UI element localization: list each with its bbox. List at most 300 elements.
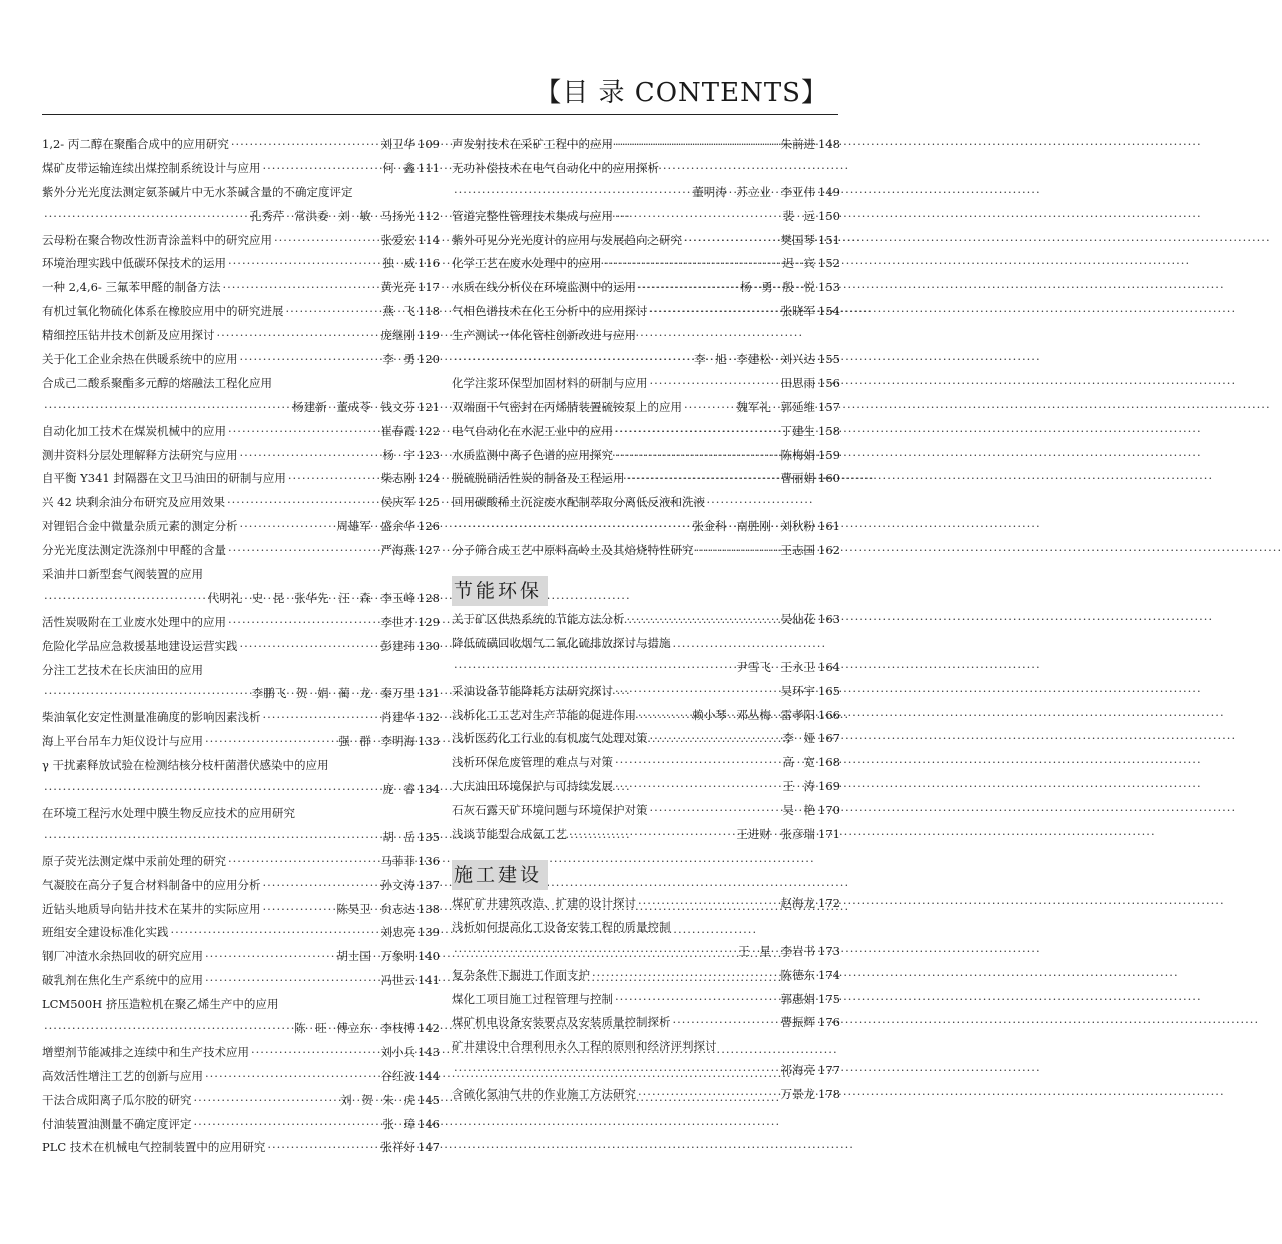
entry-authors: 吴环宇 <box>780 683 816 698</box>
entry-title: 在环境工程污水处理中膜生物反应技术的应用研究 <box>42 805 295 820</box>
entry-authors: 李 娅 <box>782 731 816 746</box>
leader-dots <box>251 1041 379 1065</box>
toc-right-column <box>452 133 840 1107</box>
leader-dots <box>454 181 690 205</box>
toc-entry[interactable] <box>452 1011 840 1035</box>
entry-line <box>42 348 440 372</box>
entry-authors: 孙文涛 <box>380 877 416 892</box>
entry-page: 135 <box>418 829 440 844</box>
entry-title: 合成己二酸系聚酯多元醇的熔融法工程化应用 <box>42 375 272 390</box>
entry-authors: 张 璋 <box>382 1116 416 1131</box>
entry-title: 采油井口新型套气阀装置的应用 <box>42 567 203 582</box>
toc-entry[interactable] <box>452 892 840 916</box>
leader-dots <box>454 515 690 539</box>
entry-page: 131 <box>418 686 440 701</box>
entry-authors: 曹丽娟 <box>780 471 816 486</box>
entry-line <box>42 945 440 969</box>
entry-title: 活性炭吸附在工业废水处理中的应用 <box>42 614 226 629</box>
toc-entry[interactable] <box>452 420 840 444</box>
entry-authors: 彭建玮 <box>380 638 416 653</box>
entry-line <box>42 229 440 253</box>
toc-list <box>452 608 840 847</box>
toc-entry[interactable] <box>452 964 840 988</box>
toc-entry[interactable] <box>452 396 840 420</box>
leader-dots <box>228 850 379 874</box>
entry-title: 大庆油田环境保护与可持续发展 <box>452 779 613 794</box>
entry-page: 177 <box>818 1063 840 1078</box>
entry-page: 175 <box>818 991 840 1006</box>
toc-entry[interactable] <box>452 157 840 205</box>
toc-entry[interactable] <box>452 205 840 229</box>
entry-title: 浅析医药化工行业的有机废气处理对策 <box>452 731 648 746</box>
leader-dots <box>267 1136 378 1160</box>
entry-page: 109 <box>418 137 440 151</box>
toc-entry[interactable] <box>452 1083 840 1107</box>
header-divider <box>42 114 838 115</box>
leader-dots <box>569 823 734 847</box>
entry-authors: 冯世云 <box>380 973 416 988</box>
entry-authors: 赵海龙 <box>780 895 816 910</box>
entry-line <box>42 133 440 157</box>
toc-entry[interactable] <box>452 704 840 728</box>
leader-dots <box>44 1017 292 1041</box>
entry-line <box>42 276 440 300</box>
entry-title: 破乳剂在焦化生产系统中的应用 <box>42 973 203 988</box>
toc-entry[interactable] <box>42 157 440 181</box>
toc-entry[interactable] <box>452 823 840 847</box>
entry-title: 钢厂冲渣水余热回收的研究应用 <box>42 949 203 964</box>
toc-entry[interactable] <box>42 372 440 420</box>
entry-title: 自平衡 Y341 封隔器在文卫马油田的研制与应用 <box>42 471 286 486</box>
entry-title: 复杂条件下掘进工作面支护 <box>452 967 590 982</box>
entry-authors: 庞 睿 <box>382 782 416 797</box>
toc-entry[interactable] <box>42 229 440 253</box>
entry-title: 付油装置油测量不确定度评定 <box>42 1116 192 1131</box>
entry-line <box>452 680 840 704</box>
entry-line <box>42 1017 440 1041</box>
toc-entry[interactable] <box>42 539 440 563</box>
entry-line <box>452 276 840 300</box>
entry-page: 143 <box>418 1044 440 1059</box>
entry-line <box>452 799 840 823</box>
entry-authors: 张祥好 <box>380 1140 416 1155</box>
entry-title: 气相色谱技术在化工分析中的应用探讨 <box>452 304 648 319</box>
entry-authors: 董明涛 苏立业 李亚伟 <box>692 184 816 199</box>
entry-authors: 万景龙 <box>780 1087 816 1102</box>
toc-entry[interactable] <box>42 706 440 730</box>
entry-page: 147 <box>418 1140 440 1155</box>
toc-entry[interactable] <box>42 1065 440 1089</box>
entry-page: 163 <box>818 612 840 627</box>
leader-dots <box>650 799 781 823</box>
entry-authors: 侯庆军 <box>380 495 416 510</box>
toc-entry[interactable] <box>42 850 440 874</box>
entry-title: 对锂铝合金中微量杂质元素的测定分析 <box>42 519 238 534</box>
entry-line <box>452 964 840 988</box>
toc-entry[interactable] <box>452 727 840 751</box>
entry-authors: 刘 贺 朱 虎 <box>340 1092 416 1107</box>
entry-authors: 王志国 <box>780 543 816 558</box>
entry-authors: 刘忠亮 <box>380 925 416 940</box>
entry-authors: 杨 宇 <box>382 447 416 462</box>
entry-page: 172 <box>818 895 840 910</box>
entry-line <box>42 252 440 276</box>
entry-authors: 周雄军 盛余华 <box>336 519 416 534</box>
toc-list <box>452 892 840 1107</box>
entry-authors: 李 旭 李建松 刘兴达 <box>694 352 816 367</box>
entry-line <box>452 823 840 847</box>
entry-page: 150 <box>818 208 840 223</box>
leader-dots <box>638 892 779 916</box>
entry-page: 120 <box>418 352 440 367</box>
entry-authors: 刘小兵 <box>380 1044 416 1059</box>
leader-dots <box>454 940 736 964</box>
leader-dots <box>288 467 379 491</box>
entry-title: γ 干扰素释放试验在检测结核分枝杆菌潜伏感染中的应用 <box>42 758 329 773</box>
entry-title: 气凝胶在高分子复合材料制备中的应用分析 <box>42 877 261 892</box>
leader-dots <box>194 1089 339 1113</box>
entry-line <box>452 608 840 632</box>
entry-authors: 孔秀芹 常洪委 刘 敏 马扬光 <box>249 208 416 223</box>
toc-entry[interactable] <box>42 420 440 444</box>
toc-entry[interactable] <box>42 444 440 468</box>
entry-authors: 吴 艳 <box>782 803 816 818</box>
entry-line <box>42 396 440 420</box>
entry-line <box>42 682 440 706</box>
toc-entry[interactable] <box>452 467 840 491</box>
entry-title: 高效活性增注工艺的创新与应用 <box>42 1068 203 1083</box>
entry-authors: 李世才 <box>380 614 416 629</box>
toc-entry[interactable] <box>452 276 840 300</box>
entry-line <box>42 1136 440 1160</box>
toc-entry[interactable] <box>42 300 440 324</box>
entry-line <box>452 396 840 420</box>
entry-line <box>452 727 840 751</box>
entry-authors: 马菲菲 <box>380 853 416 868</box>
leader-dots <box>228 539 379 563</box>
entry-page: 121 <box>418 399 440 414</box>
leader-dots <box>240 348 381 372</box>
entry-title: 浅析化工工艺对生产节能的促进作用 <box>452 707 636 722</box>
entry-line <box>42 611 440 635</box>
toc-entry[interactable] <box>42 1041 440 1065</box>
toc-entry[interactable] <box>42 945 440 969</box>
entry-title: 浅谈节能型合成氨工艺 <box>452 827 567 842</box>
entry-title: 煤矿矿井建筑改造、扩建的设计探讨 <box>452 895 636 910</box>
leader-dots <box>454 656 734 680</box>
toc-entry[interactable] <box>42 802 440 850</box>
entry-authors: 祁海亮 <box>780 1063 816 1078</box>
entry-authors: 张晓军 <box>780 304 816 319</box>
entry-title: 石灰石露天矿环境问题与环境保护对策 <box>452 803 648 818</box>
entry-page: 127 <box>418 543 440 558</box>
leader-dots <box>286 300 381 324</box>
toc-entry[interactable] <box>452 988 840 1012</box>
entry-title: 水质在线分析仪在环境监测中的运用 <box>452 280 636 295</box>
entry-line <box>452 1083 840 1107</box>
entry-page: 171 <box>818 827 840 842</box>
entry-page: 152 <box>818 256 840 271</box>
entry-page: 133 <box>418 734 440 749</box>
leader-dots <box>240 515 335 539</box>
entry-page: 169 <box>818 779 840 794</box>
entry-page: 140 <box>418 949 440 964</box>
entry-line <box>42 444 440 468</box>
entry-title: 海上平台吊车力矩仪设计与应用 <box>42 734 203 749</box>
entry-line <box>452 539 840 563</box>
toc-entry[interactable] <box>452 324 840 372</box>
toc-entry[interactable] <box>452 229 840 253</box>
toc-entry[interactable] <box>42 659 440 707</box>
entry-line <box>42 778 440 802</box>
entry-page: 130 <box>418 638 440 653</box>
entry-page: 154 <box>818 304 840 319</box>
entry-line <box>42 539 440 563</box>
leader-dots <box>44 826 380 850</box>
entry-page: 149 <box>818 184 840 199</box>
entry-line <box>452 704 840 728</box>
entry-line <box>42 1065 440 1089</box>
entry-title: 增塑剂节能减排之连续中和生产技术应用 <box>42 1044 249 1059</box>
entry-page: 168 <box>818 755 840 770</box>
entry-title: PLC 技术在机械电气控制装置中的应用研究 <box>42 1140 266 1155</box>
entry-title: 脱硫脱硝活性炭的制备及工程运用 <box>452 471 625 486</box>
leader-dots <box>638 1083 779 1107</box>
entry-page: 146 <box>418 1116 440 1131</box>
leader-dots <box>217 324 379 348</box>
toc-entry[interactable] <box>42 491 440 515</box>
entry-title: 管道完整性管理技术集成与应用 <box>452 208 613 223</box>
entry-page: 173 <box>818 943 840 958</box>
leader-dots <box>615 205 780 229</box>
toc-entry[interactable] <box>42 515 440 539</box>
leader-dots <box>205 945 334 969</box>
entry-page: 174 <box>818 967 840 982</box>
leader-dots <box>228 420 379 444</box>
toc-entry[interactable] <box>452 491 840 539</box>
entry-page: 148 <box>818 137 840 151</box>
leader-dots <box>696 539 779 563</box>
toc-entry[interactable] <box>452 133 840 157</box>
toc-list <box>452 133 840 563</box>
entry-title: 1,2- 丙二醇在聚酯合成中的应用研究 <box>42 137 229 151</box>
toc-entry[interactable] <box>42 563 440 611</box>
toc-entry[interactable] <box>42 181 440 229</box>
leader-dots <box>263 706 379 730</box>
entry-line <box>452 444 840 468</box>
leader-dots <box>44 587 206 611</box>
toc-entry[interactable] <box>42 730 440 754</box>
entry-line <box>42 730 440 754</box>
entry-authors: 曹振辉 <box>780 1015 816 1030</box>
leader-dots <box>263 874 379 898</box>
entry-authors: 陈 旺 傅立东 李枝博 <box>294 1020 416 1035</box>
entry-authors: 严海燕 <box>380 543 416 558</box>
toc-entry[interactable] <box>42 324 440 348</box>
toc-entry[interactable] <box>42 754 440 802</box>
entry-line <box>42 1113 440 1137</box>
entry-page: 167 <box>818 731 840 746</box>
entry-line <box>42 874 440 898</box>
toc-entry[interactable] <box>42 898 440 922</box>
leader-dots <box>274 229 379 253</box>
entry-line <box>452 181 840 205</box>
entry-title: 近钻头地质导向钻井技术在某井的实际应用 <box>42 901 261 916</box>
entry-line <box>42 324 440 348</box>
toc-entry[interactable] <box>42 276 440 300</box>
leader-dots <box>44 396 290 420</box>
entry-authors: 赖小琴 邓丛梅 雷孝阳 <box>692 707 816 722</box>
entry-authors: 高 宽 <box>782 755 816 770</box>
toc-entry[interactable] <box>42 1136 440 1160</box>
toc-entry[interactable] <box>452 916 840 964</box>
toc-entry[interactable] <box>452 608 840 632</box>
entry-page: 160 <box>818 471 840 486</box>
toc-entry[interactable] <box>452 751 840 775</box>
entry-authors: 魏军礼 郭延维 <box>736 399 816 414</box>
entry-page: 178 <box>818 1087 840 1102</box>
toc-entry[interactable] <box>452 680 840 704</box>
entry-line <box>42 420 440 444</box>
entry-page: 125 <box>418 495 440 510</box>
leader-dots <box>240 635 379 659</box>
entry-page: 111 <box>418 160 440 175</box>
toc-entry[interactable] <box>452 444 840 468</box>
entry-page: 119 <box>418 328 440 343</box>
toc-left-column <box>42 133 440 1160</box>
leader-dots <box>228 611 379 635</box>
entry-page: 164 <box>818 659 840 674</box>
toc-entry[interactable] <box>42 969 440 993</box>
leader-dots <box>228 252 380 276</box>
leader-dots <box>650 727 781 751</box>
entry-title: 化学工艺在废水处理中的应用 <box>452 256 602 271</box>
entry-authors: 朱前进 <box>780 137 816 151</box>
entry-line <box>452 988 840 1012</box>
leader-dots <box>684 229 779 253</box>
toc-entry[interactable] <box>42 993 440 1041</box>
section-heading-energy: 节能环保 <box>452 576 548 606</box>
entry-page: 142 <box>418 1020 440 1035</box>
entry-page: 162 <box>818 543 840 558</box>
entry-title: 紫外分光光度法测定氨茶碱片中无水茶碱含量的不确定度评定 <box>42 184 353 199</box>
toc-entry[interactable] <box>452 799 840 823</box>
entry-line <box>452 300 840 324</box>
entry-title: 煤矿皮带运输连续出煤控制系统设计与应用 <box>42 160 261 175</box>
toc-entry[interactable] <box>452 632 840 680</box>
leader-dots <box>650 372 779 396</box>
toc-entry[interactable] <box>42 874 440 898</box>
toc-entry[interactable] <box>452 252 840 276</box>
entry-title: 水质监测中离子色谱的应用探究 <box>452 447 613 462</box>
toc-entry[interactable] <box>42 921 440 945</box>
leader-dots <box>650 300 779 324</box>
entry-authors: 强 群 李明海 <box>338 734 416 749</box>
entry-line <box>452 372 840 396</box>
entry-page: 144 <box>418 1068 440 1083</box>
leader-dots <box>615 133 779 157</box>
toc-entry[interactable] <box>452 300 840 324</box>
entry-title: 精细控压钻井技术创新及应用探讨 <box>42 328 215 343</box>
leader-dots <box>263 157 381 181</box>
entry-page: 165 <box>818 683 840 698</box>
entry-title: 自动化加工技术在煤炭机械中的应用 <box>42 423 226 438</box>
entry-authors: 尹雪飞 王永卫 <box>736 659 816 674</box>
leader-dots <box>627 608 779 632</box>
leader-dots <box>171 921 379 945</box>
entry-page: 176 <box>818 1015 840 1030</box>
toc-entry[interactable] <box>452 539 840 563</box>
section-construction <box>452 860 840 892</box>
entry-line <box>452 892 840 916</box>
entry-title: 浅析如何提高化工设备安装工程的质量控制 <box>452 919 671 934</box>
toc-entry[interactable] <box>42 252 440 276</box>
entry-line <box>452 1059 840 1083</box>
leader-dots <box>222 276 378 300</box>
entry-title: 危险化学品应急救援基地建设运营实践 <box>42 638 238 653</box>
leader-dots <box>638 704 690 728</box>
entry-page: 123 <box>418 447 440 462</box>
entry-authors: 崔春霞 <box>380 423 416 438</box>
entry-authors: 胡士国 万象明 <box>336 949 416 964</box>
entry-authors: 裴 远 <box>782 208 816 223</box>
entry-title: 干法合成阳离子瓜尔胶的研究 <box>42 1092 192 1107</box>
entry-line <box>42 969 440 993</box>
toc-entry[interactable] <box>42 467 440 491</box>
leader-dots <box>263 898 335 922</box>
entry-authors: 刘卫华 <box>380 137 416 151</box>
entry-page: 137 <box>418 877 440 892</box>
entry-page: 151 <box>818 232 840 247</box>
leader-dots <box>615 420 779 444</box>
entry-title: 兴 42 块剩余油分布研究及应用效果 <box>42 495 225 510</box>
toc-entry[interactable] <box>42 1089 440 1113</box>
toc-entry[interactable] <box>42 133 440 157</box>
toc-entry[interactable] <box>42 635 440 659</box>
entry-title: 声发射技术在采矿工程中的应用 <box>452 137 613 151</box>
entry-page: 118 <box>418 304 440 319</box>
entry-title: 原子荧光法测定煤中汞前处理的研究 <box>42 853 226 868</box>
toc-entry[interactable] <box>42 348 440 372</box>
leader-dots <box>615 444 779 468</box>
toc-entry[interactable] <box>452 775 840 799</box>
toc-entry[interactable] <box>42 611 440 635</box>
leader-dots <box>615 751 780 775</box>
leader-dots <box>454 1059 779 1083</box>
leader-dots <box>627 467 779 491</box>
entry-title: 分光光度法测定洗涤剂中甲醛的含量 <box>42 543 226 558</box>
entry-authors: 代明礼 史 昆 张华先 汪 森 李玉峰 <box>207 590 416 605</box>
entry-authors: 黄光亮 <box>380 280 416 295</box>
entry-page: 128 <box>418 590 440 605</box>
entry-line <box>42 898 440 922</box>
entry-authors: 独 威 <box>382 256 416 271</box>
entry-page: 141 <box>418 973 440 988</box>
entry-page: 159 <box>818 447 840 462</box>
entry-line <box>42 826 440 850</box>
toc-entry[interactable] <box>452 1035 840 1083</box>
entry-title: 无功补偿技术在电气自动化中的应用探析 <box>452 160 659 175</box>
toc-entry[interactable] <box>452 372 840 396</box>
entry-page: 129 <box>418 614 440 629</box>
leader-dots <box>194 1113 381 1137</box>
entry-page: 156 <box>818 375 840 390</box>
section-heading-construction: 施工建设 <box>452 860 548 890</box>
toc-entry[interactable] <box>42 1113 440 1137</box>
entry-title: 关于化工企业余热在供暖系统中的应用 <box>42 352 238 367</box>
leader-dots <box>454 348 692 372</box>
entry-page: 136 <box>418 853 440 868</box>
